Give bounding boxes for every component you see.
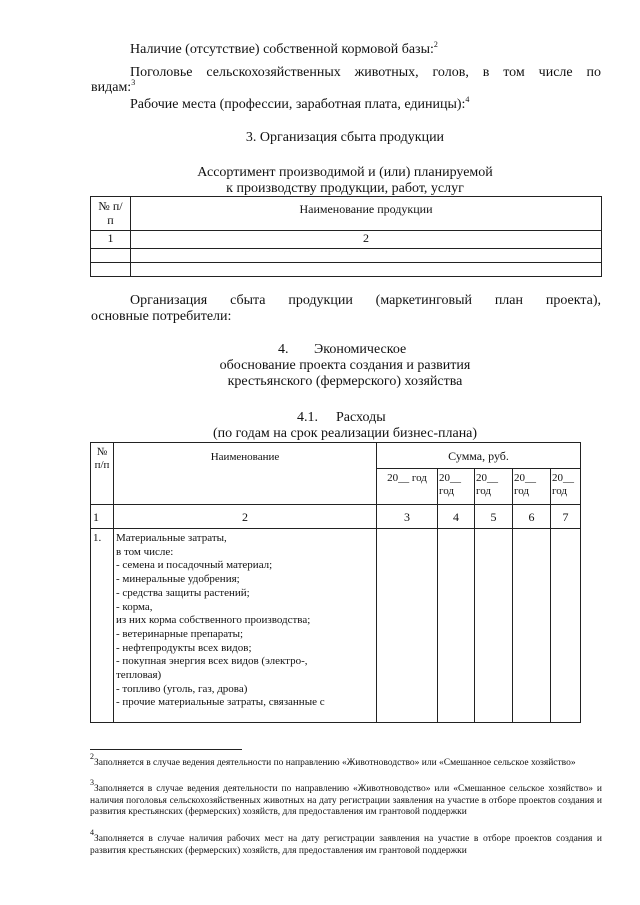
assortment-header-row [91, 197, 602, 231]
assortment-empty-cell [91, 263, 131, 277]
expenses-row-num: 1. [91, 529, 114, 723]
cost-item: тепловая) [116, 669, 162, 682]
footnote-3-num: 3 [90, 778, 94, 787]
cost-item: - прочие материальные затраты, связанные с [116, 696, 325, 709]
section-3-heading: 3. Организация сбыта продукции [245, 130, 445, 145]
rabochie-mesta-line [130, 97, 600, 113]
footnote-2-num: 2 [90, 752, 94, 761]
kormovaya-baza-line [130, 42, 600, 58]
cost-item: - нефтепродукты всех видов; [116, 641, 252, 654]
cost-item: Материальные затраты, [116, 532, 227, 544]
expenses-num-cell-4: 4 [438, 505, 475, 529]
pogolovye-line-cont [91, 80, 135, 96]
assortment-table [90, 196, 602, 277]
cost-item: из них корма собственного производства; [116, 614, 311, 627]
assortment-empty-cell [91, 249, 131, 263]
cost-item: в том числе: [116, 545, 174, 558]
section-4-title-line3: крестьянского (фермерского) хозяйства [227, 374, 463, 389]
assortment-title-line1: Ассортимент производимой и (или) планируемой [197, 165, 493, 180]
assortment-empty-cell [131, 263, 602, 277]
expenses-col-num-text: № п/п [94, 446, 110, 471]
section-4-title-line1: Экономическое [314, 342, 407, 357]
cost-item: - покупная энергия всех видов (электро-, [116, 655, 308, 668]
expenses-num-cell-1: 1 [91, 505, 114, 529]
subsection-4-1-note: (по годам на срок реализации бизнес-плана) [212, 426, 478, 441]
material-costs-list [114, 529, 377, 723]
subsection-4-1-title: Расходы [336, 410, 386, 425]
expenses-col-name-text: Наименование [210, 451, 280, 463]
year-header-5-text: 20__ год [552, 472, 574, 497]
footnote-ref-2: 2 [433, 40, 438, 49]
footnote-3-text: Заполняется в случае ведения деятельности по направлению «Животноводство» или «Смешанное сельское хозяйство» и наличия поголовья сельскохозяйственных животных на дату регистрации заявления на участие в отборе проектов создания и развития крестьянских (фермерских) хозяйств, для предоставления им грантовой поддержки [90, 784, 602, 817]
expenses-number-row [91, 505, 581, 529]
footnote-4 [90, 828, 602, 857]
assortment-col-name-header [131, 197, 602, 231]
footnote-2-text: Заполняется в случае ведения деятельности по направлению «Животноводство» или «Смешанное сельское хозяйство» [94, 758, 576, 768]
expenses-value-cell [475, 529, 513, 723]
year-header-5 [551, 469, 581, 505]
footnote-2 [90, 752, 602, 770]
footnote-ref-4: 4 [465, 95, 470, 104]
cost-item: - ветеринарные препараты; [116, 627, 244, 640]
assortment-num-cell-2: 2 [131, 231, 602, 249]
expenses-value-cell [513, 529, 551, 723]
footnote-4-text: Заполняется в случае наличия рабочих мест на дату регистрации заявления на участие в отборе проектов создания и развития крестьянских (фермерских) хозяйств, для предоставления им грантовой поддержки [90, 834, 602, 856]
assortment-empty-row [91, 263, 602, 277]
expenses-value-cell [551, 529, 581, 723]
year-header-2-text: 20__ год [439, 472, 461, 497]
year-header-1 [377, 469, 438, 505]
assortment-num-cell-1: 1 [91, 231, 131, 249]
rabochie-mesta-text: Рабочие места (профессии, заработная плата, единицы): [130, 97, 466, 112]
expenses-header-row-1 [91, 443, 581, 469]
cost-item: - минеральные удобрения; [116, 573, 240, 586]
year-header-4-text: 20__ год [514, 472, 536, 497]
year-header-1-text: 20__ год [387, 472, 427, 484]
expenses-num-cell-2: 2 [114, 505, 377, 529]
assortment-col-name-text: Наименование продукции [299, 202, 433, 216]
assortment-title-line2: к производству продукции, работ, услуг [226, 181, 464, 196]
cost-item: - топливо (уголь, газ, дрова) [116, 682, 248, 695]
footnote-3 [90, 778, 602, 819]
expenses-value-cell [438, 529, 475, 723]
year-header-3-text: 20__ год [476, 472, 498, 497]
footnote-4-num: 4 [90, 828, 94, 837]
section-4-number: 4. [278, 342, 289, 357]
assortment-empty-row [91, 249, 602, 263]
kormovaya-baza-text: Наличие (отсутствие) собственной кормовой базы: [130, 42, 434, 57]
year-header-3 [475, 469, 513, 505]
expenses-num-cell-7: 7 [551, 505, 581, 529]
expenses-sum-text: Сумма, руб. [448, 449, 509, 463]
section-4-title-line2: обоснование проекта создания и развития [219, 358, 471, 373]
expenses-sum-header [377, 443, 581, 469]
expenses-col-num-header [91, 443, 114, 505]
footnote-separator [90, 749, 242, 750]
assortment-empty-cell [131, 249, 602, 263]
pogolovye-line: Поголовье сельскохозяйственных животных, голов, в том числе по [130, 65, 601, 80]
marketing-line1: Организация сбыта продукции (маркетинговый план проекта), [130, 293, 601, 308]
pogolovye-cont-text: видам: [91, 80, 132, 95]
cost-item: - корма, [116, 600, 153, 613]
cost-item: - семена и посадочный материал; [116, 559, 273, 572]
expenses-num-cell-5: 5 [475, 505, 513, 529]
year-header-4 [513, 469, 551, 505]
expenses-num-cell-6: 6 [513, 505, 551, 529]
year-header-2 [438, 469, 475, 505]
expenses-table [90, 442, 581, 723]
assortment-number-row [91, 231, 602, 249]
cost-item: - средства защиты растений; [116, 586, 250, 599]
subsection-4-1-number: 4.1. [297, 410, 318, 425]
expenses-col-name-header [114, 443, 377, 505]
assortment-col-num-header [91, 197, 131, 231]
expenses-value-cell [377, 529, 438, 723]
footnote-ref-3: 3 [131, 78, 136, 87]
expenses-row-material [91, 529, 581, 723]
marketing-line2: основные потребители: [91, 309, 232, 324]
assortment-col-num-text: № п/п [98, 199, 123, 227]
expenses-num-cell-3: 3 [377, 505, 438, 529]
